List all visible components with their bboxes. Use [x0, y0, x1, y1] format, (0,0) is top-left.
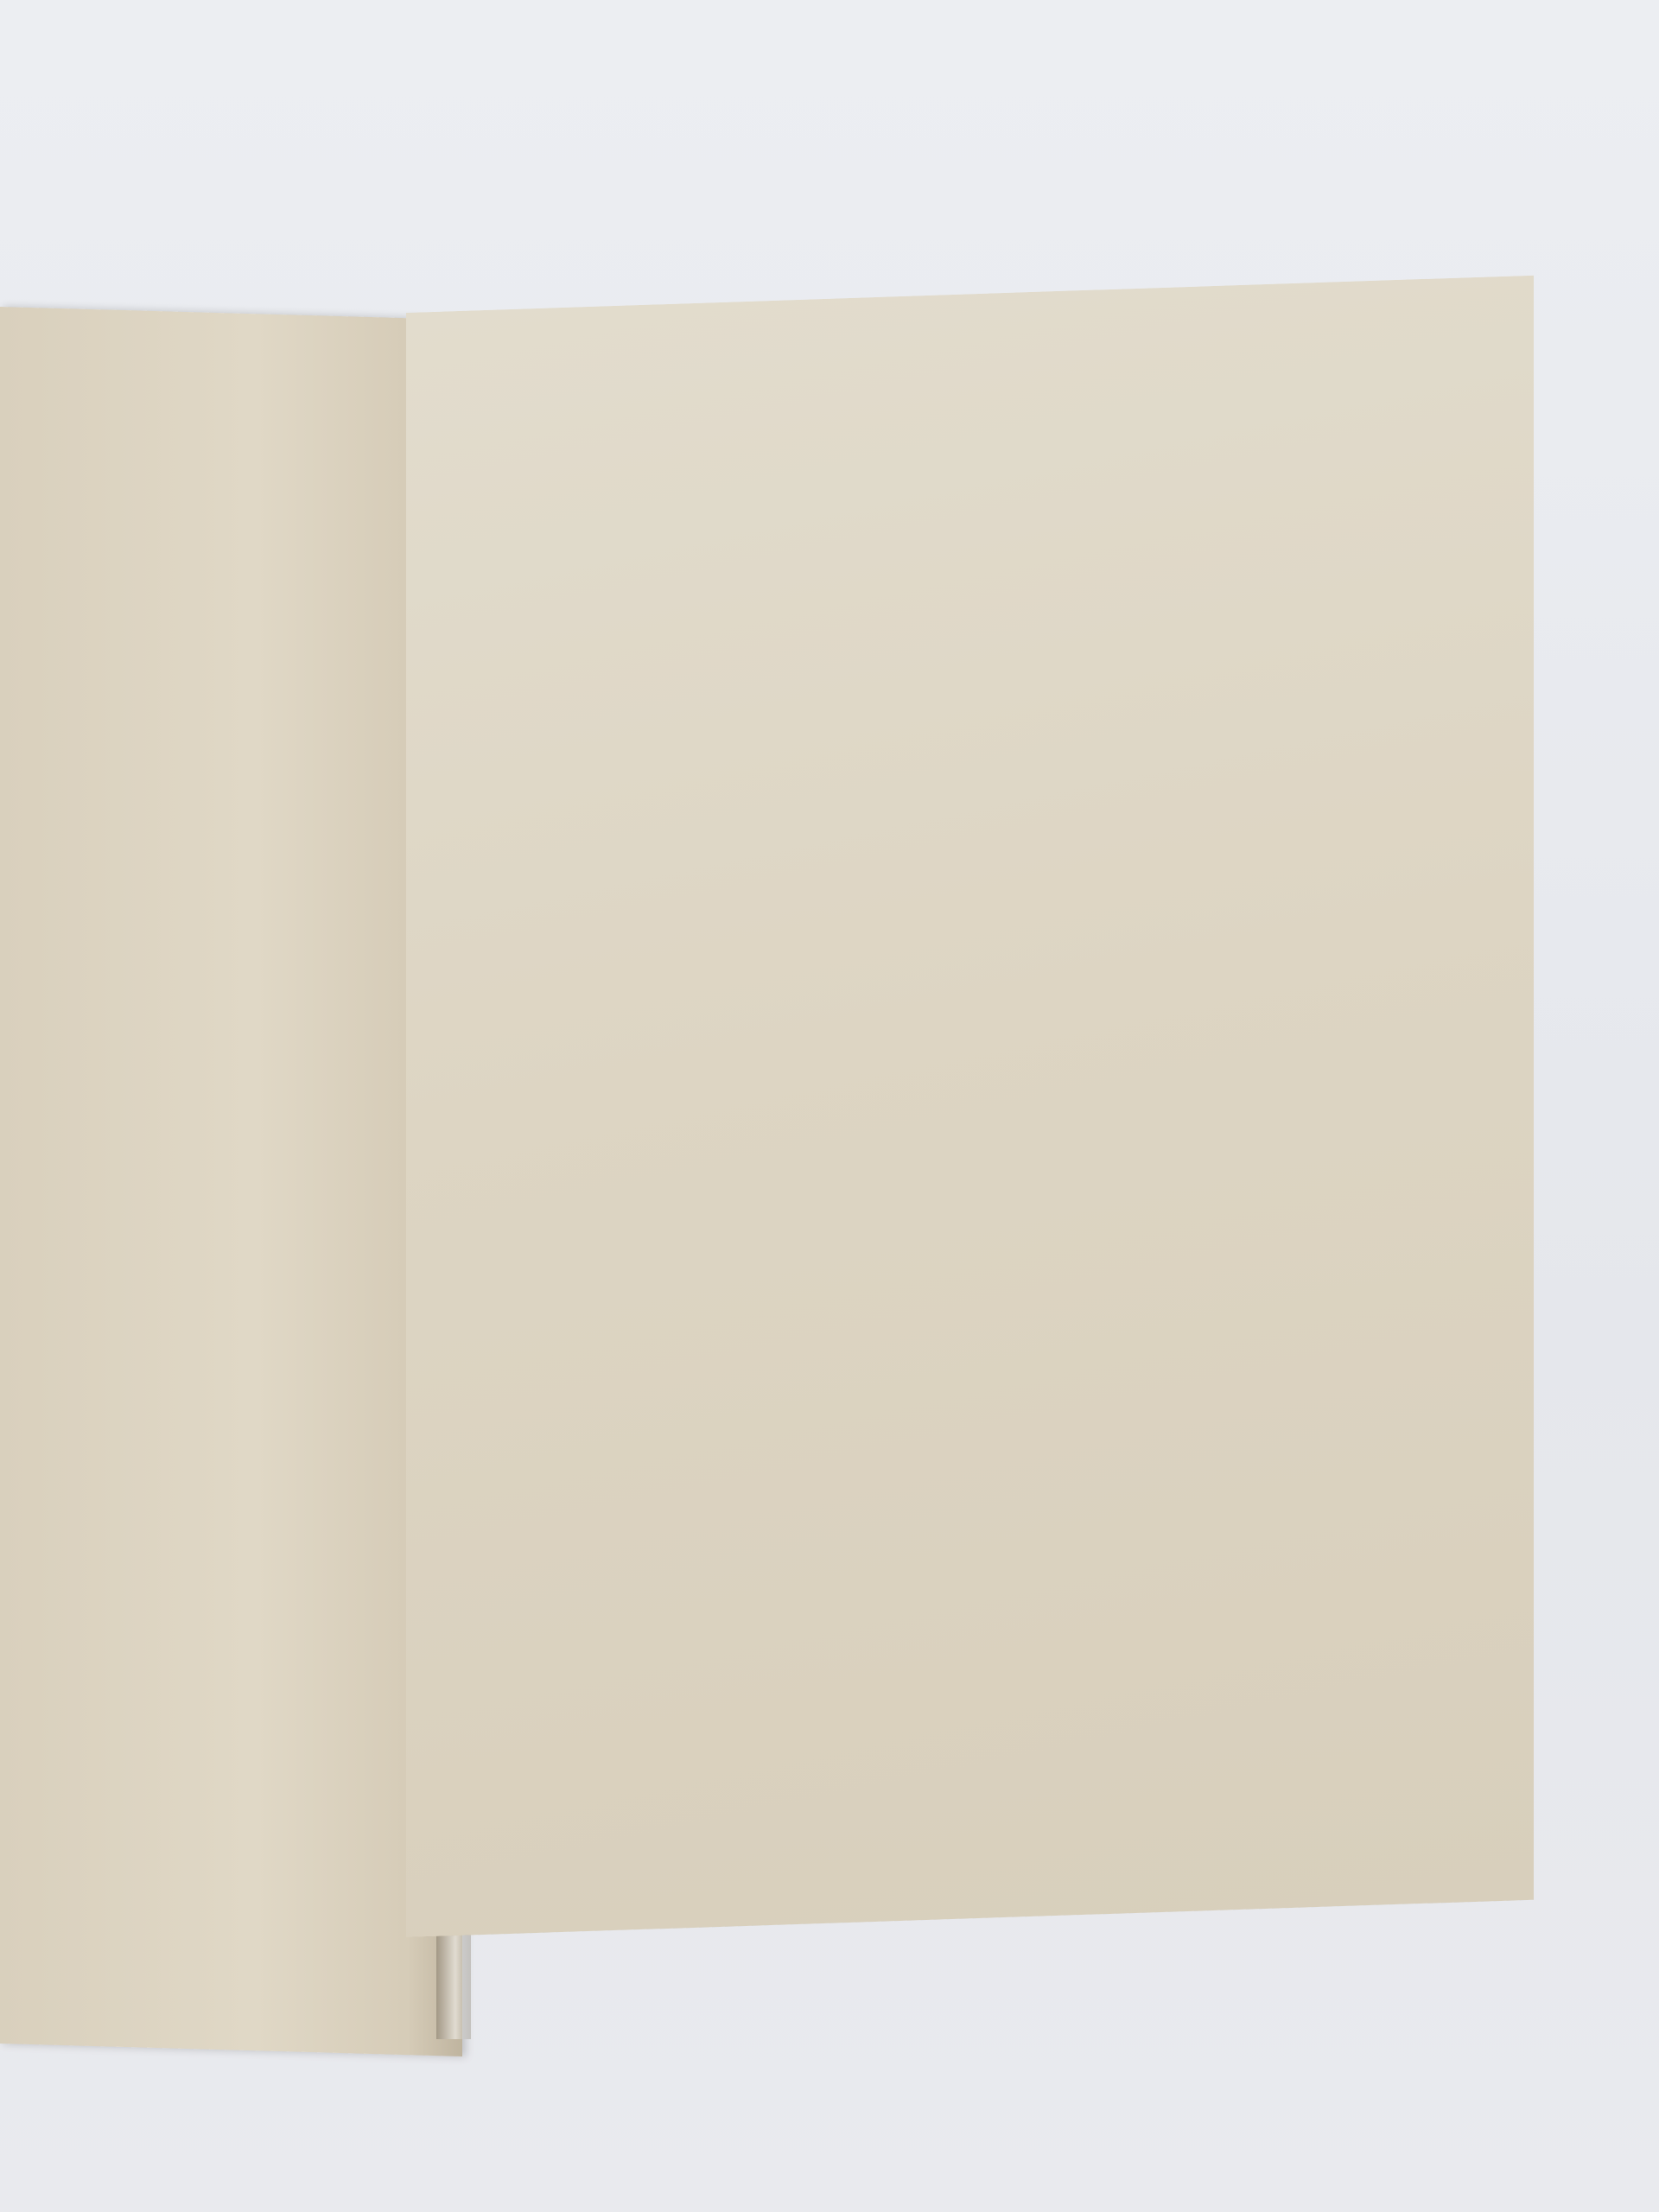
right-page	[406, 276, 1534, 1937]
left-page	[0, 307, 462, 2056]
